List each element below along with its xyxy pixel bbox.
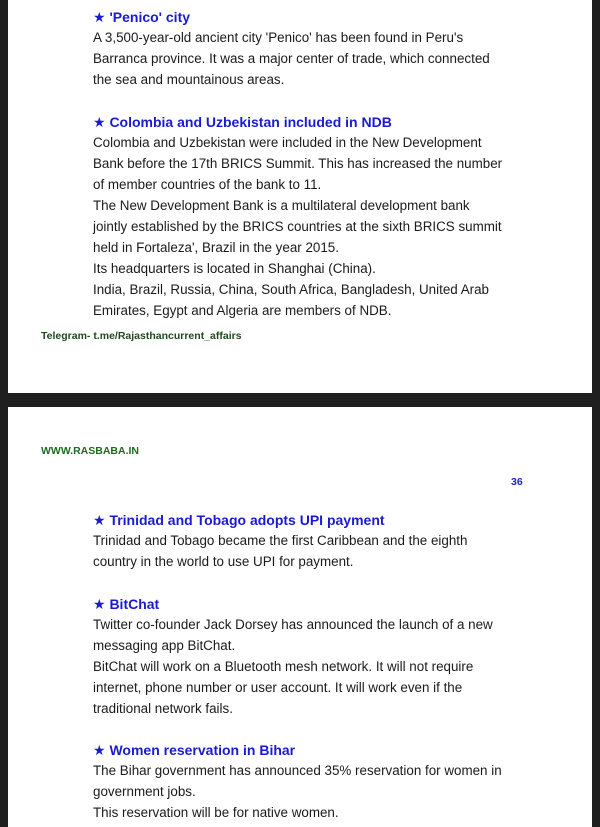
section-heading: ★ BitChat	[93, 596, 160, 612]
document-page-1	[8, 0, 592, 393]
document-page-2	[8, 407, 592, 827]
section-body	[93, 530, 563, 572]
section-body	[93, 760, 563, 823]
body-line: held in Fortaleza', Brazil in the year 2015.	[93, 240, 339, 255]
section-heading: ★ Colombia and Uzbekistan included in NDB	[93, 114, 392, 130]
body-line: jointly established by the BRICS countries at the sixth BRICS summit	[93, 219, 502, 234]
body-line: Trinidad and Tobago became the first Caribbean and the eighth	[93, 533, 468, 548]
body-line: Bank before the 17th BRICS Summit. This has increased the number	[93, 156, 503, 171]
body-line: traditional network fails.	[93, 701, 233, 716]
body-line: internet, phone number or user account. It will work even if the	[93, 680, 463, 695]
body-line: This reservation will be for native women.	[93, 805, 339, 820]
body-line: Emirates, Egypt and Algeria are members of NDB.	[93, 303, 392, 318]
body-line: The New Development Bank is a multilateral development bank	[93, 198, 470, 213]
body-line: BitChat will work on a Bluetooth mesh network. It will not require	[93, 659, 474, 674]
news-section-bitchat	[93, 594, 563, 719]
news-section-upi	[93, 510, 563, 572]
section-body	[93, 132, 563, 321]
body-line: the sea and mountainous areas.	[93, 72, 285, 87]
body-line: Colombia and Uzbekistan were included in the New Development	[93, 135, 482, 150]
body-line: messaging app BitChat.	[93, 638, 236, 653]
body-line: country in the world to use UPI for payment.	[93, 554, 354, 569]
body-line: Twitter co-founder Jack Dorsey has announced the launch of a new	[93, 617, 493, 632]
body-line: Barranca province. It was a major center of trade, which connected	[93, 51, 490, 66]
section-heading: ★ 'Penico' city	[93, 9, 191, 25]
section-body	[93, 614, 563, 719]
telegram-footer-link[interactable]: Telegram- t.me/Rajasthancurrent_affairs	[41, 330, 242, 342]
body-line: A 3,500-year-old ancient city 'Penico' has been found in Peru's	[93, 30, 464, 45]
body-line: of member countries of the bank to 11.	[93, 177, 322, 192]
news-section-ndb	[93, 112, 563, 321]
page-number: 36	[511, 476, 523, 488]
section-body	[93, 27, 563, 90]
section-heading: ★ Trinidad and Tobago adopts UPI payment	[93, 512, 385, 528]
body-line: government jobs.	[93, 784, 196, 799]
website-header-link[interactable]: WWW.RASBABA.IN	[41, 445, 139, 457]
body-line: The Bihar government has announced 35% reservation for women in	[93, 763, 502, 778]
body-line: India, Brazil, Russia, China, South Africa, Bangladesh, United Arab	[93, 282, 489, 297]
body-line: Its headquarters is located in Shanghai (China).	[93, 261, 376, 276]
news-section-penico	[93, 7, 563, 90]
section-heading: ★ Women reservation in Bihar	[93, 742, 296, 758]
news-section-bihar	[93, 740, 563, 823]
